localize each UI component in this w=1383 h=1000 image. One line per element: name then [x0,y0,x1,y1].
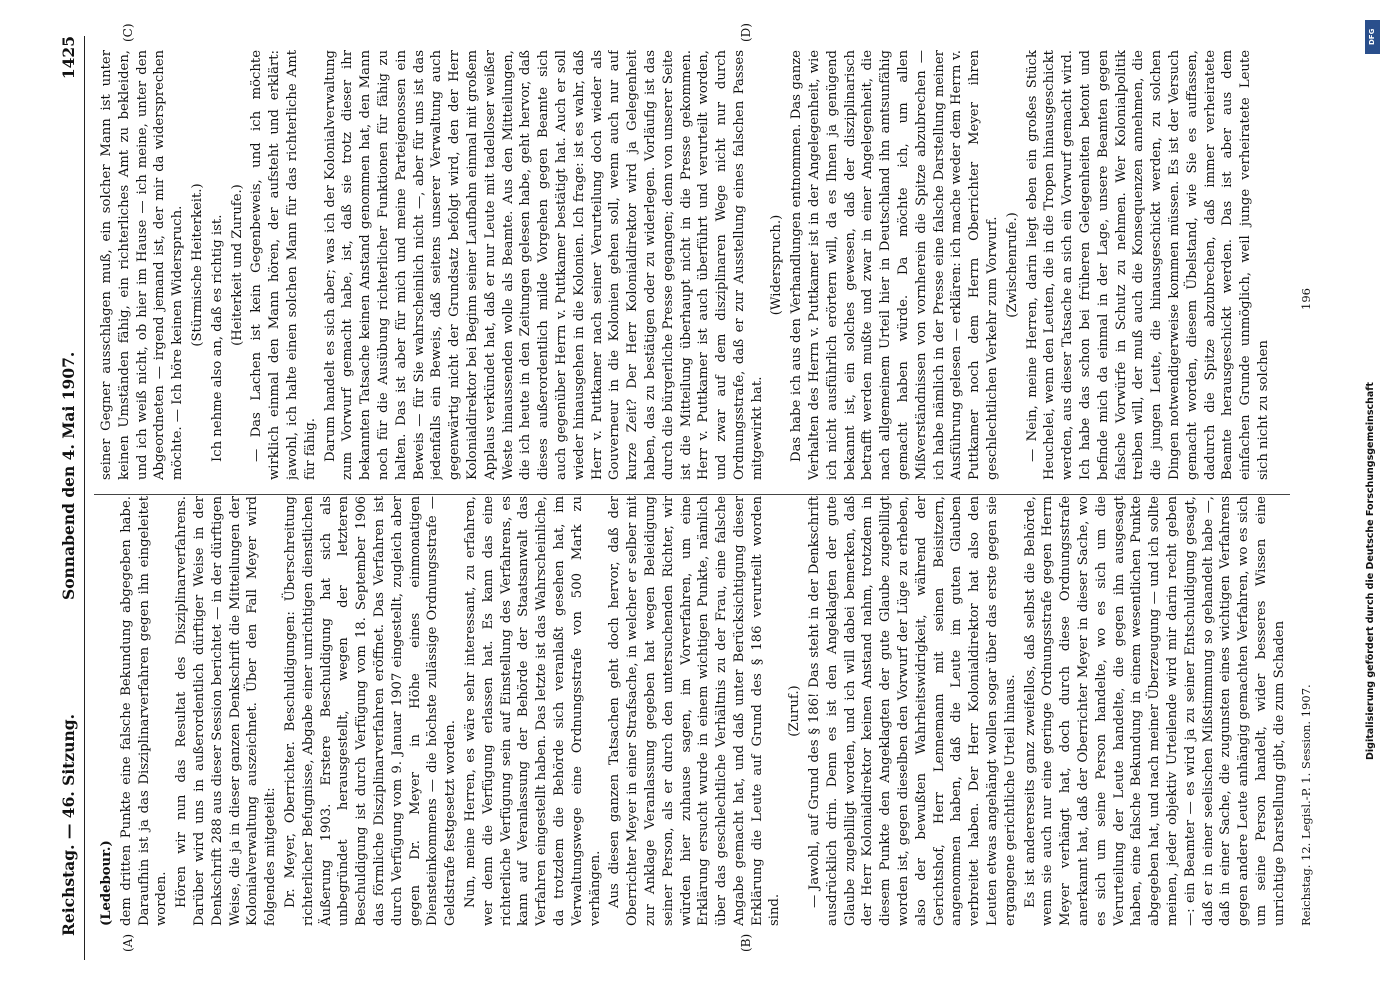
margin-marker-a: (A) [121,933,135,952]
quoted-paragraph: Dr. Meyer, Oberrichter. Beschuldigungen: Überschreitung richterlicher Befugnisse, Abgabe einer unrichtigen dienstlichen Äußerung 1903. Erstere Beschuldigung hat sich als unbegründet herausgestellt, wegen der letzteren Beschuldigung ist durch Verfügung vom 18. September 1906 das förmliche Disziplinarverfahren eröffnet. Das Verfahren ist durch Verfügung vom 9. Januar 1907 eingestellt, zugleich aber gegen Dr. Meyer in Höhe eines einmonatigen Diensteinkommens — die höchste zulässige Ordnungsstrafe — Geldstrafe festgesetzt worden. [282,496,459,926]
paragraph: seiner Gegner ausschlagen muß, ein solcher Mann ist unter keinen Umständen fähig, ein richterliches Amt zu bekleiden, und ich weiß nicht, ob hier im Hause — ich meine, unter den Abgeordneten — irgend jemand ist, der mir da widersprechen möchte. — Ich höre keinen Widerspruch. [99,50,186,480]
header-page-number: 1425 [59,36,78,80]
margin-marker-b: (B) [739,933,753,952]
document-page [48,0,1328,1000]
paragraph: Nun, meine Herren, es wäre sehr interessant, zu erfahren, wer denn die Verfügung erlassen hat. Es kann das eine richterliche Verfügung sein auf Einstellung des Verfahrens, es kann auf Veranlassung der Behörde der Staatsanwalt das Verfahren eingestellt haben. Das letzte ist das Wahrscheinliche, da trotzdem die Behörde sich veranlaßt gesehen hat, im Verwaltungswege eine Ordnungsstrafe von 500 Mark zu verhängen. [462,496,603,926]
header-date: Sonnabend den 4. Mai 1907. [59,351,78,600]
interjection: (Widerspruch.) [769,214,785,316]
column-divider [94,494,1290,495]
digitization-credit: Digitalisierung gefördert durch die Deutsche Forschungsgemeinschaft [1365,382,1376,760]
margin-marker-d: (D) [739,23,753,42]
paragraph: — Jawohl, auf Grund des § 186! Das steht in der Denkschrift ausdrücklich drin. Denn es ist den Angeklagten der gute Glaube zugebilligt worden, und ich will dabei bemerken, daß der Herr Kolonialdirektor keinen Anstand nahm, trotzdem in diesem Punkte den Angeklagten der gute Glaube zugebilligt worden ist, gegen dieselben den Vorwurf der Lüge zu erheben, also der bewußten Wahrheitswidrigkeit, während der Gerichtshof, Herr Lennemann mit seinen Beisitzern, angenommen haben, daß die Leute im guten Glauben verbreitet haben. Der Herr Kolonialdirektor hat also den Leuten etwas angehängt wollen sogar über das erste gegen sie ergangene gerichtliche Urteil hinaus. [807,496,1018,926]
header-session: Reichstag. — 46. Sitzung. [59,714,78,936]
interjection: (Stürmische Heiterkeit.) [189,183,205,347]
footer-legislature: Reichstag. 12. Legisl.-P. 1. Session. 1907. [1299,684,1313,926]
right-column [98,50,1288,480]
paragraph: Das habe ich aus den Verhandlungen entnommen. Das ganze Verhalten des Herrn v. Puttkamer ist in der Angelegenheit, wie ich nicht ausführlich erörtern will, da es Ihnen ja genügend bekannt ist, ein solches gewesen, daß der disziplinarisch betrafft werden mußte und zwar in einer Angelegenheit, die nach allgemeinem Urteil hier in Deutschland ihn amtsunfähig gemacht haben würde. Da möchte ich, um allen Mißverständnissen von vornherein die Spitze abzubrechen — ich habe nämlich in der Presse eine falsche Darstellung meiner Ausführung gelesen — erklären: ich mache weder dem Herrn v. Puttkamer noch dem Herrn Oberrichter Meyer ihren geschlechtlichen Verkehr zum Vorwurf. [789,50,1001,480]
digitization-sidebar [1365,20,1381,980]
margin-marker-c: (C) [121,23,135,42]
footer-sheet-number: 196 [1299,288,1313,310]
interjection: (Heiterkeit und Zurufe.) [229,184,245,346]
paragraph: Darum handelt es sich aber; was ich der Kolonialverwaltung zum Vorwurf gemacht habe, ist, daß sie trotz dieser ihr bekannten Tatsache keinen Anstand genommen hat, den Mann noch für die Ausübung richterlicher Funktionen für fähig zu halten. Das ist aber für mich und meine Parteigenossen ein Beweis — für Sie wahrscheinlich nicht —, aber für uns ist das jedenfalls ein Beweis, daß seitens unserer Verwaltung auch gegenwärtig nicht der Grundsatz befolgt wird, den der Herr Kolonialdirektor bei Beginn seiner Laufbahn einmal mit großem Applaus verkündet hat, daß er nur Leute mit tadelloser weißer Weste hinaussenden wolle als Beamte. Aus den Mitteilungen, die ich heute in den Zeitungen gelesen habe, geht hervor, daß dieses außerordentlich milde Vorgehen gegen Beamte sich auch gegenüber Herrn v. Puttkamer bestätigt hat. Auch er soll wieder hinausgehen in die Kolonien. Ich frage: ist es wahr, daß Herr v. Puttkamer nach seiner Verurteilung doch wieder als Gouverneur in die Kolonien gehen soll, wenn auch nur auf kurze Zeit? Der Herr Kolonialdirektor wird ja Gelegenheit haben, das zu bestätigen oder zu widerlegen. Vorläufig ist das durch die bürgerliche Presse gegangen; denn von unserer Seite ist die Mitteilung überhaupt nicht in die Presse gekommen. Herr v. Puttkamer ist auch überführt und verurteilt worden, und zwar auf dem disziplinaren Wege nicht nur durch Ordnungsstrafe, daß er zur Ausstellung eines falschen Passes mitgewirkt hat. [322,50,765,480]
speaker-name: (Ledebour.) [99,840,114,926]
page-header [54,36,85,960]
paragraph: Es ist andererseits ganz zweifellos, daß selbst die Behörde, wenn sie auch nur eine geringe Ordnungsstrafe gegen Herrn Meyer verhängt hat, doch durch diese Ordnungsstrafe anerkannt hat, daß der Oberrichter Meyer in dieser Sache, wo es sich um seine Person handelte, wo es sich um die Verurteilung der Leute handelte, die gegen ihn ausgesagt haben, eine falsche Bekundung in einem wesentlichen Punkte abgegeben hat, und nach meiner Überzeugung — und ich sollte meinen, jeder objektiv Urteilende wird mir darin recht geben —: ein Beamter — es wird ja zu seiner Entschuldigung gesagt, daß er in einer seelischen Mißstimmung so gehandelt habe —, daß in einer Sache, die zugunsten eines wichtigen Verfahrens gegen andere Leute anhängig gemachten Verfahren, wo es sich um seine Person handelt, wider besseres Wissen eine unrichtige Darstellung gibt, die zum Schaden [1022,496,1287,926]
paragraph: Ich nehme also an, daß es richtig ist. [209,214,225,462]
paragraph: dem dritten Punkte eine falsche Bekundung abgegeben habe. Daraufhin ist ja das Disziplinarverfahren gegen ihn eingeleitet worden. [118,496,170,926]
paragraph: Hören wir nun das Resultat des Disziplinarverfahrens. Darüber wird uns in außerordentlich dürftiger Weise in der Denkschrift 288 aus dieser Session berichtet — in der dürftigen Weise, die ja in dieser ganzen Denkschrift die Mitteilungen der Kolonialverwaltung auszeichnet. Über den Fall Meyer wird folgendes mitgeteilt: [174,496,279,926]
paragraph: Aus diesen ganzen Tatsachen geht doch hervor, daß der Oberrichter Meyer in einer Strafsache, in welcher er selber mit zur Anklage Veranlassung gegeben hat wegen Beleidigung seiner Person, als er durch den untersuchenden Richter, wir würden hier zuhause sagen, im Vorverfahren, um eine Erklärung ersucht wurde in einem wichtigen Punkte, nämlich über das geschlechtliche Verhältnis zu der Frau, eine falsche Angabe gemacht hat, und daß unter Berücksichtigung dieser Erklärung die Leute auf Grund des § 186 verurteilt worden sind. [607,496,783,926]
interjection: (Zwischenrufe.) [1004,212,1020,318]
paragraph: — Nein, meine Herren, darin liegt eben ein großes Stück Heuchelei, wenn den Leuten, die in die Tropen hinausgeschickt werden, aus dieser Tatsache an sich ein Vorwurf gemacht wird. Ich habe das schon bei früheren Gelegenheiten betont und befinde mich da einmal in der Lage, unsere Beamten gegen falsche Vorwürfe in Schutz zu nehmen. Wer Kolonialpolitik treiben will, der muß auch die Konsequenzen annehmen, die die jungen Leute, die hinausgeschickt werden, zu solchen Dingen notwendigerweise kommen müssen. Es ist der Versuch gemacht worden, diesem Übelstand, wie Sie es auffassen, dadurch die Spitze abzubrechen, daß immer verheiratete Beamte herausgeschickt werden. Das ist aber aus dem einfachen Grunde unmöglich, weil junge verheiratete Leute sich nicht zu solchen [1024,50,1271,480]
paragraph: — Das Lachen ist kein Gegenbeweis, und ich möchte wirklich einmal den Mann hören, der aufsteht und erklärt: jawohl, ich halte einen solchen Mann für das richterliche Amt für fähig. [249,50,318,480]
dfg-logo-icon: DFG [1365,20,1380,54]
interjection: (Zuruf.) [787,685,803,737]
left-column [98,496,1288,926]
